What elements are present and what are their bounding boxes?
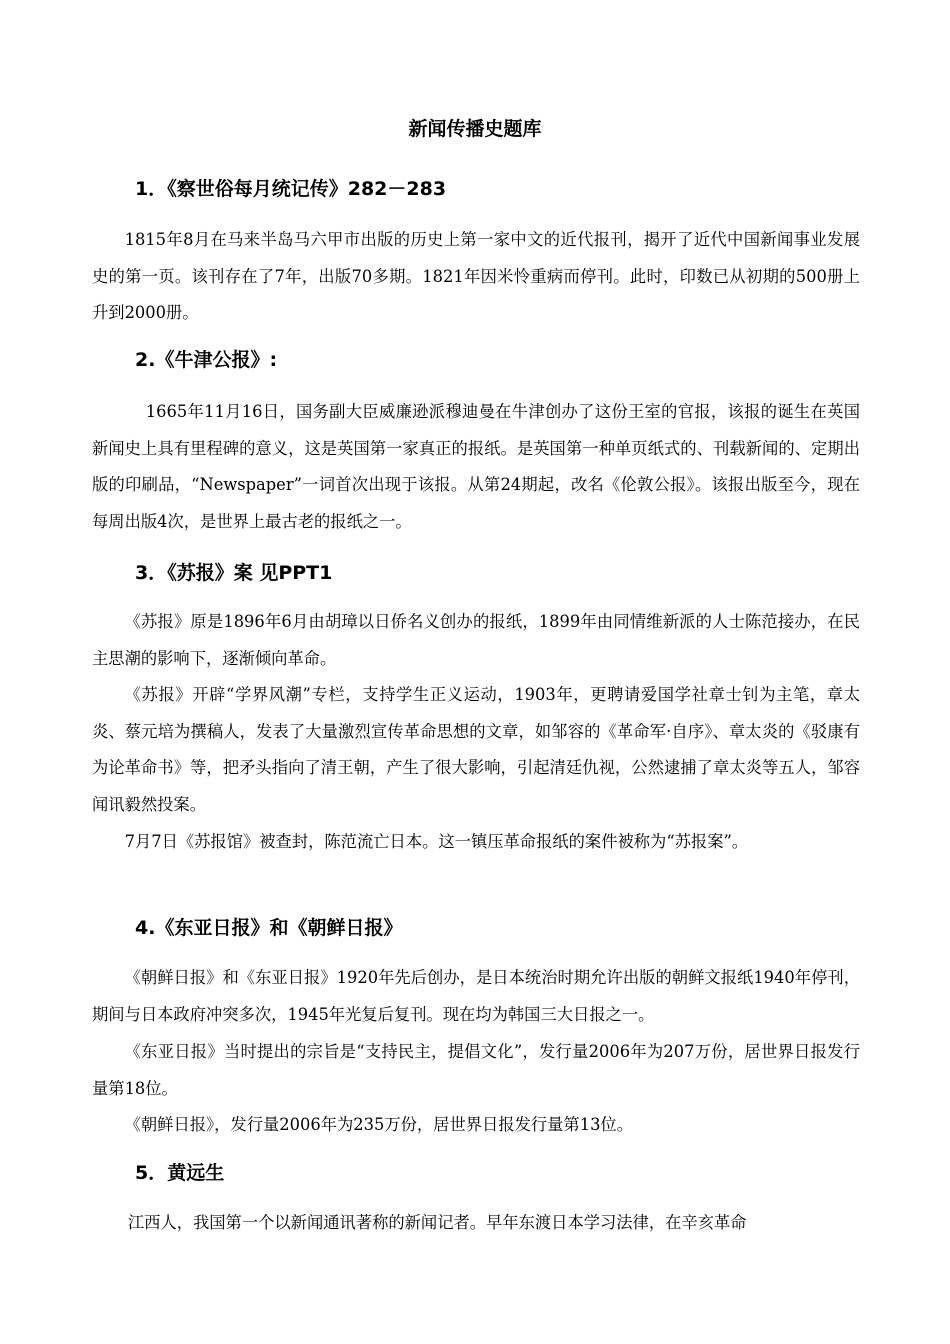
section-heading-1: 1．《察世俗每月统记传》282－283: [135, 178, 447, 200]
section-3-paragraph-1: 《苏报》原是1896年6月由胡璋以日侨名义创办的报纸，1899年由同情维新派的人士陈范接办，在民主思潮的影响下，逐渐倾向革命。: [92, 612, 860, 668]
section-4-paragraph-2: 《东亚日报》当时提出的宗旨是“支持民主，提倡文化”，发行量2006年为207万份，居世界日报发行量第18位。: [92, 1042, 860, 1098]
section-3-paragraph-3: 7月7日《苏报馆》被查封，陈范流亡日本。这一镇压革命报纸的案件被称为“苏报案”。: [124, 832, 749, 851]
section-4-paragraph-1: 《朝鲜日报》和《东亚日报》1920年先后创办，是日本统治时期允许出版的朝鲜文报纸1940年停刊，期间与日本政府冲突多次，1945年光复后复刊。现在均为韩国三大日报之一。: [92, 968, 860, 1024]
section-heading-3: 3．《苏报》案 见PPT1: [135, 562, 333, 584]
section-2-paragraph-1: 1665年11月16日，国务副大臣威廉逊派穆迪曼在牛津创办了这份王室的官报，该报的诞生在英国新闻史上具有里程碑的意义，这是英国第一家真正的报纸。是英国第一种单页纸式的、刊载新闻的、定期出版的印刷品，“Newspaper”一词首次出现于该报。从第24期起，改名《伦敦公报》。该报出版至今，现在每周出版4次，是世界上最古老的报纸之一。: [92, 402, 860, 531]
section-3-paragraph-2: 《苏报》开辟“学界风潮”专栏，支持学生正义运动，1903年，更聘请爱国学社章士钊为主笔，章太炎、蔡元培为撰稿人，发表了大量激烈宣传革命思想的文章，如邹容的《革命军·自序》、章太炎的《驳康有为论革命书》等，把矛头指向了清王朝，产生了很大影响，引起清廷仇视，公然逮捕了章太炎等五人，邹容闻讯毅然投案。: [92, 685, 860, 814]
section-5-paragraph-1: 江西人，我国第一个以新闻通讯著称的新闻记者。早年东渡日本学习法律，在辛亥革命: [127, 1213, 747, 1232]
section-4-paragraph-3: 《朝鲜日报》，发行量2006年为235万份，居世界日报发行量第13位。: [124, 1115, 633, 1134]
section-heading-2: 2.《牛津公报》:: [135, 349, 278, 371]
section-1-paragraph-1: 1815年8月在马来半岛马六甲市出版的历史上第一家中文的近代报刊，揭开了近代中国新闻事业发展史的第一页。该刊存在了7年，出版70多期。1821年因米怜重病而停刊。此时，印数已从初期的500册上升到2000册。: [92, 230, 860, 322]
section-heading-4: 4.《东亚日报》和《朝鲜日报》: [135, 917, 403, 939]
section-heading-5: 5．黄远生: [135, 1162, 225, 1184]
document-title: 新闻传播史题库: [408, 118, 542, 140]
